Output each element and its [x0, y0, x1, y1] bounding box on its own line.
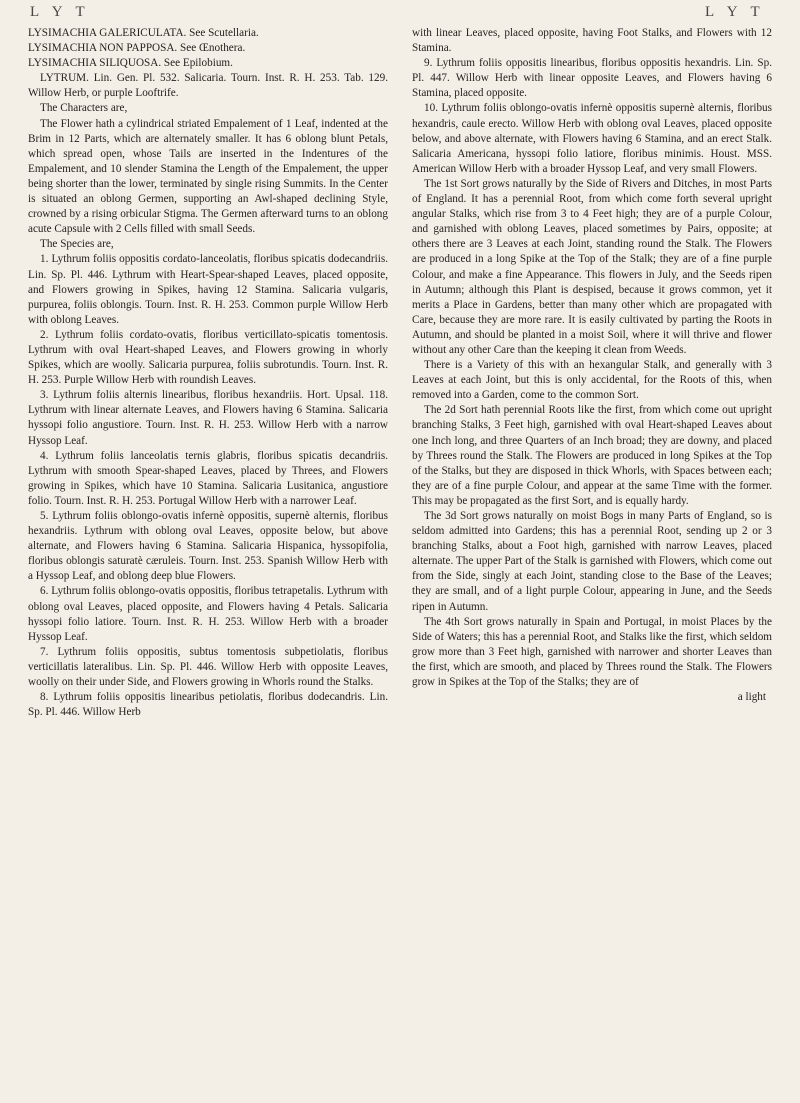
paragraph: 10. Lythrum foliis oblongo-ovatis infernè oppositis supernè alternis, floribus hexandris, caule erecto. Willow Herb with oblong oval Leaves, placed opposite below, and above alternate, with Flowers having 6 Stamina, and an erect Stalk. Salicaria Americana, hyssopi folio latiore, floribus minimis. Houst. MSS. American Willow Herb with a broader Hyssop Leaf, and very small Flowers. — [412, 102, 772, 175]
paragraph: LYSIMACHIA GALERICULATA. See Scutellaria. — [28, 27, 259, 39]
paragraph: The Flower hath a cylindrical striated Empalement of 1 Leaf, indented at the Brim in 12 Parts, which are alternately smaller. It has 6 oblong blunt Petals, which spread open, whose Tails are inserted in the Indentures of the Empalement, and 10 slender Stamina the Length of the Empalement, the upper being shorter than the lower, terminated by single rising Summits. In the Center is situated an oblong Germen, supporting an Awl-shaped declining Style, crowned by a rising orbicular Stigma. The Germen afterward turns to an oblong acute Capsule with 2 Cells filled with small Seeds. — [28, 117, 388, 236]
paragraph: LYTRUM. Lin. Gen. Pl. 532. Salicaria. Tourn. Inst. R. H. 253. Tab. 129. Willow Herb, or purple Looftrife. — [28, 72, 388, 100]
paragraph: LYSIMACHIA SILIQUOSA. See Epilobium. — [28, 57, 233, 70]
paragraph: The 2d Sort hath perennial Roots like the first, from which come out upright branching Stalks, 3 Feet high, garnished with oval Heart-shaped Leaves about one Inch long, and three Quarters of an Inch broad; they are downy, and placed by Threes round the Stalk. The Flowers are produced in long Spikes at the Top of the Stalks, but they are disposed in thick Whorls, with Spaces between each; they are of a fine purple Colour, and appear at the same Time with the former. This may be propagated as the first Sort, and is equally hardy. — [412, 404, 772, 507]
paragraph: The Species are, — [40, 238, 114, 251]
paragraph: 8. Lythrum foliis oppositis linearibus petiolatis, floribus dodecandris. Lin. Sp. Pl. 446. Willow Herb — [28, 691, 388, 719]
paragraph: 6. Lythrum foliis oblongo-ovatis oppositis, floribus tetrapetalis. Lythrum with oblong oval Leaves, placed opposite, and Flowers having 4 Petals. Salicaria hyssopi folio latiore. Tourn. Inst. R. H. 253. Willow Herb with a broader Hyssop Leaf. — [28, 585, 388, 643]
paragraph: 5. Lythrum foliis oblongo-ovatis infernè oppositis, supernè alternis, floribus hexandriis. Lythrum with oblong oval Leaves, opposite below, but above alternate, and Flowers having 6 Stamina. Salicaria Hispanica, hyssopifolia, floribus oblongis saturatè cæruleis. Tourn. Inst. 253. Spanish Willow Herb with a Hyssop Leaf, and oblong deep blue Flowers. — [28, 510, 388, 583]
catchword: a light — [737, 691, 766, 704]
paragraph: 1. Lythrum foliis oppositis cordato-lanceolatis, floribus spicatis dodecandriis. Lin. Sp. Pl. 446. Lythrum with Heart-Spear-shaped Leaves, placed opposite, and Flowers growing in Spikes, having 12 Stamina. Salicaria vulgaris, purpurea, foliis oblongis. Tourn. Inst. R. H. 253. Common purple Willow Herb with oblong Leaves. — [28, 253, 388, 326]
paragraph: There is a Variety of this with an hexangular Stalk, and generally with 3 Leaves at each Joint, but this is only accidental, for the Roots of this, when removed into a Garden, come to the common Sort. — [412, 359, 772, 402]
running-head-left: L Y T — [30, 4, 90, 20]
running-head — [0, 4, 800, 26]
paragraph: 9. Lythrum foliis oppositis linearibus, floribus oppositis hexandris. Lin. Sp. Pl. 447. Willow Herb with linear opposite Leaves, and Flowers having 6 Stamina, placed opposite. — [412, 57, 772, 100]
running-head-right: L Y T — [705, 4, 765, 20]
left-column — [28, 26, 388, 720]
paragraph: 2. Lythrum foliis cordato-ovatis, floribus verticillato-spicatis tomentosis. Lythrum with oval Heart-shaped Leaves, and Flowers growing in whorly Spikes, which are woolly. Salicaria purpurea, foliis subrotundis. Tourn. Inst. R. H. 253. Purple Willow Herb with roundish Leaves. — [28, 328, 388, 387]
paragraph: The Characters are, — [40, 102, 128, 115]
paragraph: 4. Lythrum foliis lanceolatis ternis glabris, floribus spicatis decandriis. Lythrum with smooth Spear-shaped Leaves, placed by Threes, and Flowers growing in Spikes, which have 10 Stamina. Salicaria Lusitanica, angustiore folio. Tourn. Inst. R. H. 253. Portugal Willow Herb with a narrower Leaf. — [28, 449, 388, 507]
paragraph: The 1st Sort grows naturally by the Side of Rivers and Ditches, in most Parts of England. It has a perennial Root, from which come forth several upright angular Stalks, which rise from 3 to 4 Feet high; they are of a purple Colour, and garnished with oblong Leaves, placed sometimes by Pairs, opposite; at others there are 3 Leaves at each Joint, standing round the Stalk. The Flowers are produced in a long Spike at the Top of the Stalk; they are of a fine purple Colour, and make a fine Appearance. This flowers in July, and the Seeds ripen in Autumn; although this Plant is despised, because it grows common, yet it merits a Place in Gardens, better than many other which are propagated with Care, because they are more rare. It is easily cultivated by parting the Roots in Autumn, and should be planted in a moist Soil, where it will thrive and flower without any other Care than the keeping it clean from Weeds. — [412, 177, 772, 356]
paragraph: 7. Lythrum foliis oppositis, subtus tomentosis subpetiolatis, floribus verticillatis lateralibus. Lin. Sp. Pl. 446. Willow Herb with opposite Leaves, woolly on their under Side, and Flowers growing in Whorls round the Stalks. — [28, 645, 388, 689]
right-column — [412, 26, 772, 705]
paragraph: with linear Leaves, placed opposite, having Foot Stalks, and Flowers with 12 Stamina. — [412, 27, 772, 55]
paragraph: 3. Lythrum foliis alternis linearibus, floribus hexandriis. Hort. Upsal. 118. Lythrum with linear alternate Leaves, and Flowers having 6 Stamina. Salicaria hyssopi folio angustiore. Tourn. Inst. R. H. 253. Willow Herb with a narrow Hyssop Leaf. — [28, 389, 388, 447]
paragraph: LYSIMACHIA NON PAPPOSA. See Œnothera. — [28, 42, 246, 55]
paragraph: The 4th Sort grows naturally in Spain and Portugal, in moist Places by the Side of Waters; this has a perennial Root, and Stalks like the first, which seldom grow more than 3 Feet high, garnished with narrower and shorter Leaves than the first, which are smooth, and placed by Threes round the Stalk. The Flowers grow in Spikes at the Top of the Stalks; they are of — [412, 615, 772, 689]
paragraph: The 3d Sort grows naturally on moist Bogs in many Parts of England, so is seldom admitted into Gardens; this has a perennial Root, sending up 2 or 3 branching Stalks, about a Foot high, garnished with narrow Leaves, placed alternate. The upper Part of the Stalk is garnished with Flowers, which come out from the Side, singly at each Joint, standing close to the Base of the Leaves; they are small, and of a light purple Colour, appearing in June, and the Seeds ripen in Autumn. — [412, 510, 772, 613]
